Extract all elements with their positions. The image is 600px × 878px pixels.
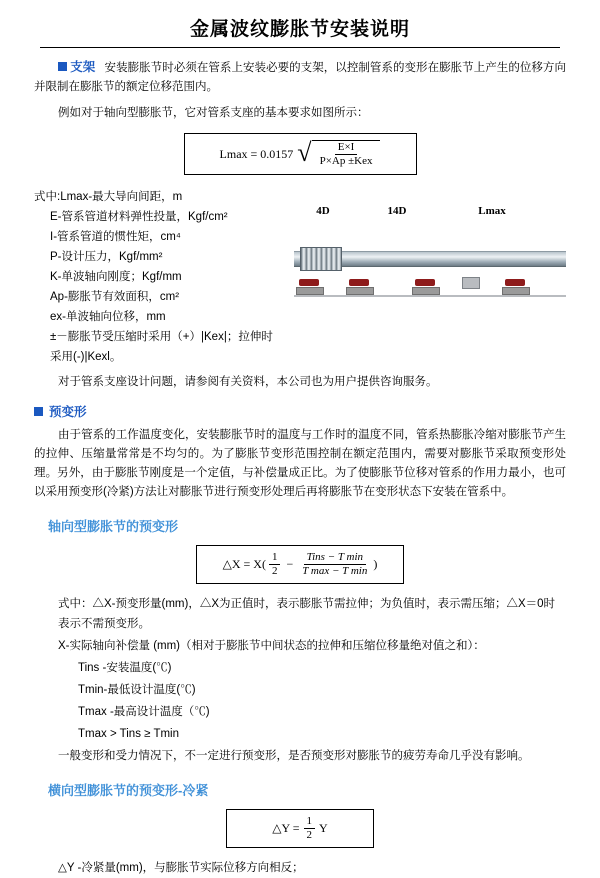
legend-item: P-设计压力，Kgf/mm² [50, 251, 163, 263]
lateral-subsection-heading: 横向型膨胀节的预变形-冷紧 [48, 783, 209, 798]
formula-delta-x-temp-numerator: Tins − T min [304, 551, 366, 565]
axial-note: Tmin-最低设计温度(℃) [78, 684, 196, 696]
anchor-cap [349, 279, 369, 286]
legend-item: ex-单波轴向位移，mm [50, 311, 166, 323]
formula-delta-x-rhs: ) [373, 557, 378, 571]
legend-diagram-row [34, 187, 566, 367]
formula-delta-y-half [304, 815, 316, 842]
legend-item: Ap-膨胀节有效面积，cm² [50, 291, 180, 303]
formula-lmax [184, 133, 417, 175]
axial-subsection-heading: 轴向型膨胀节的预变形 [48, 519, 179, 534]
formula-lmax-denominator: P×Ap ±Kex [319, 155, 373, 167]
axial-note: 式中：△X-预变形量(mm)，△X为正值时，表示膨胀节需拉伸；为负值时，表示需压缩；△X＝0时表示不需预变形。 [58, 598, 556, 630]
formula-delta-x [196, 545, 404, 584]
bracket-paragraph-1-text: 安装膨胀节时必须在管系上安装必要的支架，以控制管系的变形在膨胀节上产生的位移方向并限制在膨胀节的额定位移范围内。 [34, 62, 566, 93]
bracket-section-paragraph-1 [34, 58, 566, 97]
anchor-cap [299, 279, 319, 286]
page-title: 金属波纹膨胀节安装说明 [189, 18, 410, 40]
bracket-paragraph-2: 例如对于轴向型膨胀节，它对管系支座的基本要求如图所示： [58, 107, 369, 119]
formula-delta-x-half-numerator: 1 [269, 551, 281, 565]
formula-delta-x-lhs: △X = X( [222, 557, 266, 571]
document-page [0, 14, 600, 874]
formula-delta-y-half-denominator: 2 [306, 829, 313, 841]
legend-item: E-管系管道材料弹性投量，Kgf/cm² [50, 211, 228, 223]
anchor-base [412, 287, 440, 295]
anchor-support-graphic [412, 279, 438, 295]
legend-item: 式中:Lmax-最大导向间距，m [34, 191, 183, 203]
legend-item: ±－膨胀节受压缩时采用（+）|Kex|；拉伸时采用(-)|Kexl。 [50, 331, 273, 363]
formula-lmax-numerator: E×I [335, 141, 358, 155]
dimension-label-4d: 4D [316, 205, 330, 217]
predeform-paragraph-1: 由于管系的工作温度变化，安装膨胀节时的温度与工作时的温度不同，管系热膨胀冷缩对膨胀节产生的拉伸、压缩量常常是不均匀的。为了膨胀节变形范围控制在额定范围内，需要对膨胀节采取预变形处理。另外，由于膨胀节刚度是一个定值，与补偿量成正比。为了使膨胀节位移对管系的作用力最小，也可以采用预变形(冷紧)方法让对膨胀节进行预变形处理后再将膨胀节在变形状态下安装在管系中。 [34, 429, 566, 498]
axial-note: 一般变形和受力情况下，不一定进行预变形，是否预变形对膨胀节的疲劳寿命几乎没有影响。 [58, 750, 530, 762]
anchor-base [296, 287, 324, 295]
axial-note: Tins -安装温度(℃) [78, 662, 172, 674]
axial-note: X-实际轴向补偿量 (mm)（相对于膨胀节中间状态的拉伸和压缩位移量绝对值之和）： [58, 640, 485, 652]
anchor-support-graphic [502, 279, 528, 295]
anchor-base [346, 287, 374, 295]
formula-delta-y-half-numerator: 1 [304, 815, 316, 829]
blue-square-bullet-icon [58, 62, 67, 71]
pipe-support-diagram [294, 187, 566, 301]
blue-square-bullet-icon [34, 407, 43, 416]
ground-line-graphic [294, 295, 566, 297]
formula-lmax-lhs: Lmax = 0.0157 [219, 146, 294, 161]
legend-list [34, 187, 284, 367]
formula-delta-x-minus: − [286, 557, 294, 571]
formula-lmax-fraction [312, 140, 381, 168]
legend-item: K-单波轴向刚度；Kgf/mm [50, 271, 182, 283]
anchor-cap [505, 279, 525, 286]
formula-delta-x-temp-denominator: T max − T min [302, 565, 368, 577]
predeform-section-heading-row [34, 402, 566, 420]
title-divider [40, 47, 560, 48]
anchor-support-graphic [346, 279, 372, 295]
formula-delta-y-lhs: △Y = [272, 821, 300, 835]
formula-delta-x-temp-ratio [299, 551, 370, 578]
document-body [0, 58, 600, 878]
formula-delta-x-half-denominator: 2 [271, 565, 278, 577]
radical-icon: √ [297, 138, 312, 167]
dimension-label-lmax: Lmax [478, 205, 506, 217]
bellows-expansion-joint-graphic [300, 247, 342, 271]
formula-lmax-sqrt [297, 140, 380, 168]
lateral-note: △Y -冷紧量(mm)，与膨胀节实际位移方向相反； [58, 862, 304, 874]
anchor-cap [415, 279, 435, 286]
anchor-base [502, 287, 530, 295]
anchor-support-graphic [296, 279, 322, 295]
formula-delta-x-half [269, 551, 281, 578]
pipe-illustration [294, 229, 566, 301]
axial-note: Tmax -最高设计温度（℃) [78, 706, 210, 718]
bracket-section-heading: 支架 [70, 60, 96, 74]
diagram-dimension-labels [294, 205, 566, 217]
formula-delta-y [226, 809, 374, 848]
axial-note: Tmax > Tins ≥ Tmin [78, 728, 179, 740]
guide-support-graphic [462, 277, 480, 289]
legend-item: I-管系管道的惯性矩，cm⁴ [50, 231, 181, 243]
bracket-closing-note: 对于管系支座设计问题，请参阅有关资料，本公司也为用户提供咨询服务。 [58, 376, 438, 388]
predeform-section-heading: 预变形 [49, 405, 87, 419]
formula-delta-y-rhs: Y [319, 821, 328, 835]
dimension-label-14d: 14D [387, 205, 407, 217]
